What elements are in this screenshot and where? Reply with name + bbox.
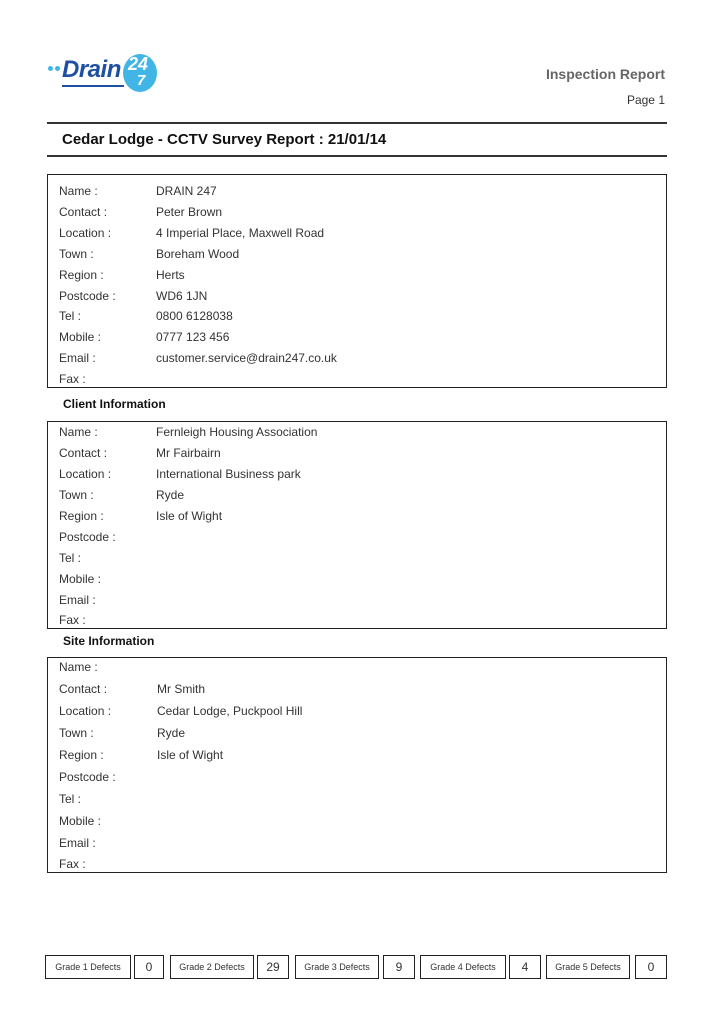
field-label: Location :: [59, 704, 112, 718]
field-label: Region :: [59, 268, 104, 282]
field-value: Peter Brown: [156, 205, 223, 219]
field-label: Contact :: [59, 446, 108, 460]
field-value: WD6 1JN: [156, 289, 208, 303]
logo-dots-icon: [48, 58, 62, 76]
logo-wordmark: Drain: [62, 56, 121, 83]
field-label: Tel :: [59, 551, 82, 565]
logo-number-7: 7: [137, 72, 146, 89]
site-info-heading: Site Information: [63, 634, 155, 648]
field-label: Region :: [59, 748, 104, 762]
field-value: International Business park: [156, 467, 301, 481]
grade-2-defects-label: Grade 2 Defects: [170, 955, 254, 979]
field-label: Tel :: [59, 792, 82, 806]
field-value: Mr Smith: [157, 682, 205, 696]
field-label: Town :: [59, 247, 94, 261]
field-value: DRAIN 247: [156, 184, 217, 198]
field-label: Fax :: [59, 857, 86, 871]
logo-underline: [62, 85, 124, 87]
field-value: Isle of Wight: [157, 748, 224, 762]
grade-4-defects-label: Grade 4 Defects: [420, 955, 506, 979]
field-value: 0800 6128038: [156, 309, 233, 323]
field-value: Ryde: [156, 488, 185, 502]
grade-5-defects-label: Grade 5 Defects: [546, 955, 630, 979]
site-info-box: [47, 657, 667, 873]
field-value: customer.service@drain247.co.uk: [156, 351, 337, 365]
field-label: Tel :: [59, 309, 82, 323]
field-value: Isle of Wight: [156, 509, 223, 523]
grade-2-defects-count: 29: [257, 955, 289, 979]
document-title: Cedar Lodge - CCTV Survey Report : 21/01/14: [62, 131, 387, 148]
field-label: Region :: [59, 509, 104, 523]
field-label: Contact :: [59, 205, 108, 219]
drain247-logo: [48, 52, 158, 98]
field-value: Herts: [156, 268, 185, 282]
title-rule-top: [47, 122, 667, 124]
field-label: Email :: [59, 351, 96, 365]
grade-3-defects-count: 9: [383, 955, 415, 979]
report-title: Inspection Report: [545, 66, 665, 82]
field-label: Fax :: [59, 613, 86, 627]
page-number: Page 1: [626, 93, 665, 107]
field-label: Postcode :: [59, 289, 116, 303]
field-label: Mobile :: [59, 330, 102, 344]
field-label: Location :: [59, 226, 112, 240]
client-info-box: [47, 421, 667, 629]
field-label: Mobile :: [59, 814, 102, 828]
field-label: Fax :: [59, 372, 86, 386]
field-value: Ryde: [157, 726, 186, 740]
grade-4-defects-count: 4: [509, 955, 541, 979]
title-rule-bottom: [47, 155, 667, 157]
grade-1-defects-count: 0: [134, 955, 164, 979]
defect-summary: [45, 955, 667, 979]
logo-number-24: 24: [128, 54, 149, 74]
field-label: Contact :: [59, 682, 108, 696]
grade-5-defects-count: 0: [635, 955, 667, 979]
field-label: Location :: [59, 467, 112, 481]
field-label: Town :: [59, 488, 94, 502]
field-label: Postcode :: [59, 530, 116, 544]
field-value: 4 Imperial Place, Maxwell Road: [156, 226, 325, 240]
field-value: Cedar Lodge, Puckpool Hill: [157, 704, 303, 718]
grade-1-defects-label: Grade 1 Defects: [45, 955, 131, 979]
field-label: Mobile :: [59, 572, 102, 586]
field-value: 0777 123 456: [156, 330, 230, 344]
contractor-info-box: [47, 174, 667, 388]
logo-number-badge: [123, 54, 157, 92]
field-label: Postcode :: [59, 770, 116, 784]
field-value: Mr Fairbairn: [156, 446, 221, 460]
field-label: Email :: [59, 593, 96, 607]
field-label: Name :: [59, 425, 98, 439]
field-label: Name :: [59, 660, 98, 674]
field-value: Boreham Wood: [156, 247, 240, 261]
field-value: Fernleigh Housing Association: [156, 425, 318, 439]
field-label: Town :: [59, 726, 94, 740]
client-info-heading: Client Information: [63, 397, 166, 411]
field-label: Name :: [59, 184, 98, 198]
grade-3-defects-label: Grade 3 Defects: [295, 955, 379, 979]
field-label: Email :: [59, 836, 96, 850]
